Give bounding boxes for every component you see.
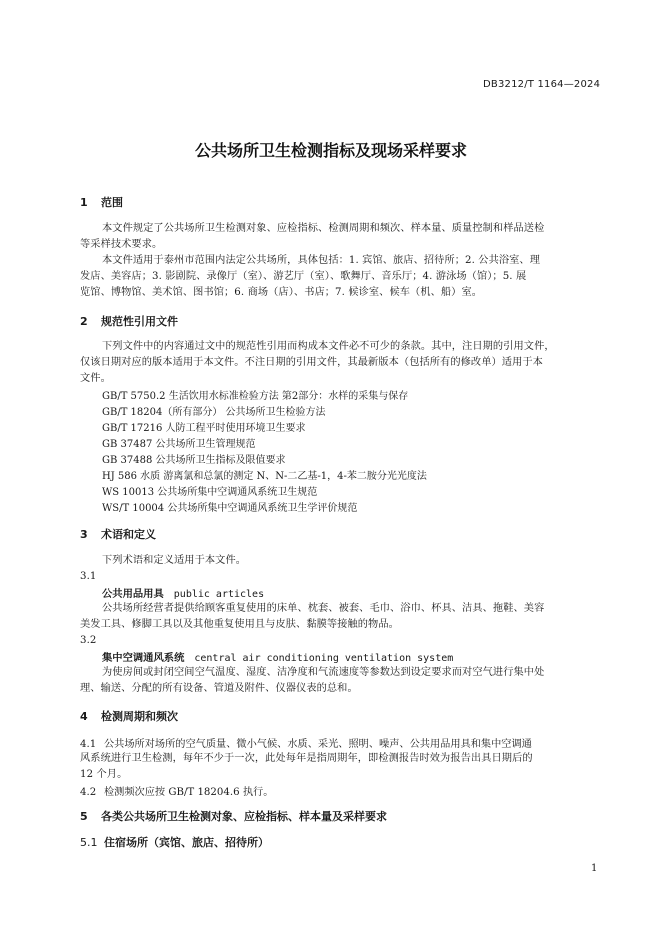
document-code: DB3212/T 1164—2024	[483, 79, 601, 90]
reference-item: GB/T 5750.2 生活饮用水标准检验方法 第2部分：水样的采集与保存	[102, 391, 409, 402]
reference-item: GB 37487 公共场所卫生管理规范	[102, 439, 256, 450]
section-number: 3	[80, 528, 88, 541]
subsection-title: 住宿场所（宾馆、旅店、招待所）	[104, 836, 269, 849]
paragraph-line: 下列术语和定义适用于本文件。	[102, 555, 247, 566]
subsection-5-1-heading	[80, 834, 269, 850]
section-number: 1	[80, 196, 88, 209]
section-1-heading	[80, 194, 123, 210]
paragraph-line: 仅该日期对应的版本适用于本文件。不注日期的引用文件，其最新版本（包括所有的修改单）适用于本	[80, 357, 543, 368]
reference-item: GB/T 18204（所有部分） 公共场所卫生检验方法	[102, 407, 326, 418]
reference-item: GB/T 17216 人防工程平时使用环境卫生要求	[102, 423, 306, 434]
paragraph-line: 览馆、博物馆、美术馆、图书馆；6. 商场（店）、书店；7. 候诊室、候车（机、船）室。	[80, 287, 483, 298]
reference-item: WS/T 10004 公共场所集中空调通风系统卫生学评价规范	[102, 503, 358, 514]
subsection-number: 5.1	[80, 836, 98, 849]
term-english: public articles	[173, 589, 265, 600]
term-definition-line: 为使房间或封闭空间空气温度、湿度、洁净度和气流速度等参数达到设定要求而对空气进行集中处	[102, 667, 545, 678]
paragraph-line: 文件。	[80, 373, 111, 384]
term-heading	[102, 649, 453, 664]
section-4-heading	[80, 708, 178, 724]
term-heading	[102, 585, 264, 600]
paragraph-line: 发店、美容店；3. 影剧院、录像厅（室）、游艺厅（室）、歌舞厅、音乐厅；4. 游泳场（馆）；5. 展	[80, 271, 527, 282]
paragraph-line: 本文件适用于泰州市范围内法定公共场所，具体包括：1. 宾馆、旅店、招待所；2. 公共浴室、理	[102, 255, 541, 266]
section-number: 4	[80, 710, 88, 723]
term-chinese: 公共用品用具	[102, 588, 164, 600]
page-number: 1	[591, 863, 598, 874]
clause-text: 公共场所对场所的空气质量、微小气候、水质、采光、照明、噪声、公共用品用具和集中空调通	[104, 739, 532, 750]
section-title: 范围	[101, 196, 123, 209]
section-2-heading	[80, 313, 178, 329]
reference-item: HJ 586 水质 游离氯和总氯的测定 N、N-二乙基-1，4-苯二胺分光光度法	[102, 471, 427, 482]
section-number: 2	[80, 315, 88, 328]
section-5-heading	[80, 808, 387, 824]
clause-number: 4.1	[80, 739, 97, 750]
clause-line: 风系统进行卫生检测，每年不少于一次，此处每年是指周期年，即检测报告时效为报告出具日期后的	[80, 753, 533, 764]
clause-text: 检测频次应按 GB/T 18204.6 执行。	[104, 787, 274, 798]
term-definition-line: 美发工具、修脚工具以及其他重复使用且与皮肤、黏膜等接触的物品。	[80, 619, 399, 630]
term-number: 3.1	[80, 571, 97, 582]
paragraph-line: 本文件规定了公共场所卫生检测对象、应检指标、检测周期和频次、样本量、质量控制和样品送检	[102, 223, 545, 234]
paragraph-line: 等采样技术要求。	[80, 239, 163, 250]
reference-item: WS 10013 公共场所集中空调通风系统卫生规范	[102, 487, 318, 498]
clause-line	[80, 735, 532, 750]
section-title: 规范性引用文件	[101, 315, 178, 328]
clause-line	[80, 783, 273, 798]
term-definition-line: 理、输送、分配的所有设备、管道及附件、仪器仪表的总和。	[80, 683, 358, 694]
clause-number: 4.2	[80, 787, 97, 798]
document-title: 公共场所卫生检测指标及现场采样要求	[194, 141, 467, 160]
section-title: 术语和定义	[101, 528, 156, 541]
section-title: 各类公共场所卫生检测对象、应检指标、样本量及采样要求	[101, 810, 387, 823]
term-chinese: 集中空调通风系统	[102, 652, 185, 664]
term-definition-line: 公共场所经营者提供给顾客重复使用的床单、枕套、被套、毛巾、浴巾、杯具、洁具、拖鞋、美容	[102, 603, 545, 614]
section-title: 检测周期和频次	[101, 710, 178, 723]
reference-item: GB 37488 公共场所卫生指标及限值要求	[102, 455, 286, 466]
section-3-heading	[80, 526, 156, 542]
term-english: central air conditioning ventilation system	[194, 653, 454, 664]
paragraph-line: 下列文件中的内容通过文中的规范性引用而构成本文件必不可少的条款。其中，注日期的引用文件，	[102, 341, 555, 352]
section-number: 5	[80, 810, 88, 823]
clause-line: 12 个月。	[80, 769, 128, 780]
term-number: 3.2	[80, 635, 97, 646]
